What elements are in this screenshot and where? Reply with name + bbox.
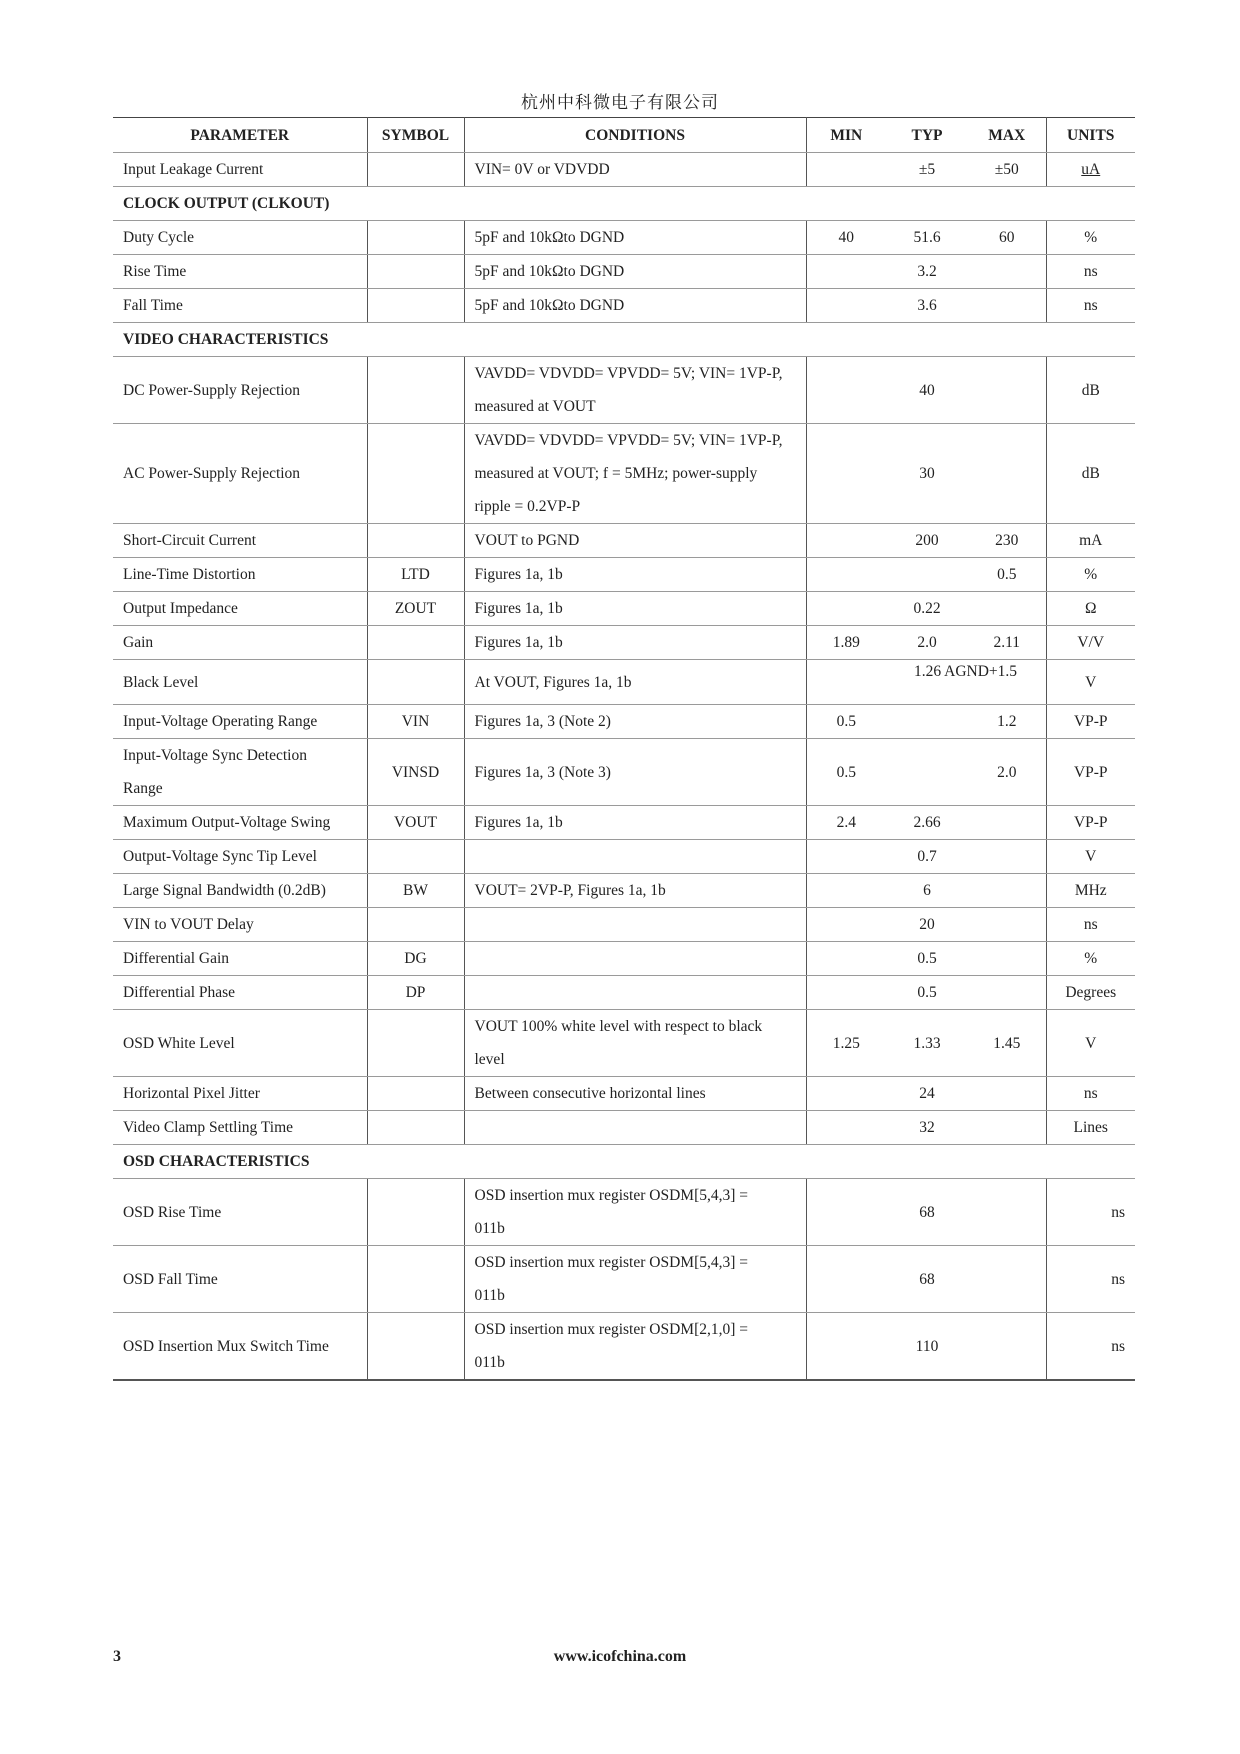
max-cell (968, 357, 1046, 424)
units-cell: ns (1046, 1313, 1135, 1381)
min-cell (806, 558, 886, 592)
symbol-cell (367, 524, 464, 558)
max-cell (968, 255, 1046, 289)
section-title: VIDEO CHARACTERISTICS (113, 323, 1135, 357)
page-number: 3 (113, 1648, 121, 1665)
max-cell: 60 (968, 221, 1046, 255)
table-row (113, 806, 1135, 840)
conditions-cell (464, 1111, 806, 1145)
min-cell: 2.4 (806, 806, 886, 840)
min-cell (806, 840, 886, 874)
param-cell: Differential Gain (113, 942, 367, 976)
max-cell (968, 592, 1046, 626)
symbol-cell: BW (367, 874, 464, 908)
min-cell (806, 1179, 886, 1246)
typ-cell: 2.0 (886, 626, 968, 660)
typ-cell: 6 (886, 874, 968, 908)
col-header-min: MIN (806, 118, 886, 153)
param-cell: OSD White Level (113, 1010, 367, 1077)
min-cell (806, 289, 886, 323)
max-cell: 2.0 (968, 739, 1046, 806)
conditions-cell: Figures 1a, 1b (464, 806, 806, 840)
typ-cell: 110 (886, 1313, 968, 1381)
typ-cell (886, 739, 968, 806)
symbol-cell (367, 660, 464, 705)
conditions-line: 011b (474, 1287, 505, 1304)
param-cell: Output-Voltage Sync Tip Level (113, 840, 367, 874)
param-cell: Rise Time (113, 255, 367, 289)
table-row (113, 221, 1135, 255)
units-cell: ns (1046, 289, 1135, 323)
table-row (113, 660, 1135, 705)
conditions-cell: 5pF and 10kΩto DGND (464, 255, 806, 289)
table-row (113, 739, 1135, 806)
conditions-cell: At VOUT, Figures 1a, 1b (464, 660, 806, 705)
conditions-cell (464, 357, 806, 424)
param-cell: Output Impedance (113, 592, 367, 626)
typ-cell: 200 (886, 524, 968, 558)
conditions-line: measured at VOUT (474, 398, 596, 415)
units-cell: V (1046, 840, 1135, 874)
min-cell: 0.5 (806, 705, 886, 739)
conditions-line: level (474, 1051, 505, 1068)
param-cell: Differential Phase (113, 976, 367, 1010)
min-cell (806, 942, 886, 976)
typ-cell: 24 (886, 1077, 968, 1111)
section-header-row (113, 323, 1135, 357)
conditions-cell: VOUT to PGND (464, 524, 806, 558)
max-cell (968, 976, 1046, 1010)
max-cell (968, 1179, 1046, 1246)
footer-url: www.icofchina.com (553, 1648, 687, 1665)
col-header-typ: TYP (886, 118, 968, 153)
table-row (113, 874, 1135, 908)
conditions-cell: 5pF and 10kΩto DGND (464, 289, 806, 323)
table-row (113, 1246, 1135, 1313)
typ-cell: 3.6 (886, 289, 968, 323)
units-cell: V (1046, 660, 1135, 705)
conditions-cell: Figures 1a, 1b (464, 592, 806, 626)
conditions-cell (464, 942, 806, 976)
max-cell (968, 1313, 1046, 1381)
table-row (113, 840, 1135, 874)
typ-cell (886, 558, 968, 592)
units-cell (1046, 153, 1135, 187)
typ-cell: 3.2 (886, 255, 968, 289)
typ-cell: 30 (886, 424, 968, 524)
symbol-cell (367, 1111, 464, 1145)
conditions-line: OSD insertion mux register OSDM[5,4,3] = (474, 1254, 749, 1271)
table-row (113, 289, 1135, 323)
conditions-line: measured at VOUT; f = 5MHz; power-supply (474, 465, 758, 482)
table-row (113, 1077, 1135, 1111)
param-cell: DC Power-Supply Rejection (113, 357, 367, 424)
max-cell: 0.5 (968, 558, 1046, 592)
conditions-cell: Figures 1a, 1b (464, 626, 806, 660)
units-cell: mA (1046, 524, 1135, 558)
conditions-cell (464, 1246, 806, 1313)
section-header-row (113, 187, 1135, 221)
typ-cell (886, 705, 968, 739)
table-header-row (113, 118, 1135, 153)
symbol-cell (367, 289, 464, 323)
table-row (113, 255, 1135, 289)
min-cell (806, 1313, 886, 1381)
param-cell: VIN to VOUT Delay (113, 908, 367, 942)
param-cell: Horizontal Pixel Jitter (113, 1077, 367, 1111)
max-cell (968, 806, 1046, 840)
units-cell: V (1046, 1010, 1135, 1077)
table-row (113, 524, 1135, 558)
max-cell (968, 874, 1046, 908)
max-cell (968, 289, 1046, 323)
conditions-line: OSD insertion mux register OSDM[5,4,3] = (474, 1187, 749, 1204)
units-cell: ns (1046, 1179, 1135, 1246)
max-cell: 1.45 (968, 1010, 1046, 1077)
col-header-conditions: CONDITIONS (464, 118, 806, 153)
symbol-cell (367, 153, 464, 187)
min-cell (806, 874, 886, 908)
param-cell: Input Leakage Current (113, 153, 367, 187)
conditions-cell (464, 840, 806, 874)
table-row (113, 942, 1135, 976)
conditions-line: ripple = 0.2VP-P (474, 498, 581, 515)
conditions-cell (464, 1179, 806, 1246)
param-cell: Gain (113, 626, 367, 660)
table-row (113, 1179, 1135, 1246)
param-cell: OSD Fall Time (113, 1246, 367, 1313)
max-cell: 2.11 (968, 626, 1046, 660)
symbol-cell (367, 221, 464, 255)
symbol-cell: DP (367, 976, 464, 1010)
max-cell: ±50 (968, 153, 1046, 187)
typ-cell: 51.6 (886, 221, 968, 255)
units-cell: % (1046, 558, 1135, 592)
conditions-cell: Figures 1a, 1b (464, 558, 806, 592)
min-cell (806, 1077, 886, 1111)
max-cell (968, 1246, 1046, 1313)
table-row (113, 705, 1135, 739)
units-cell: ns (1046, 908, 1135, 942)
conditions-cell (464, 908, 806, 942)
typ-cell: 1.33 (886, 1010, 968, 1077)
conditions-cell (464, 1313, 806, 1381)
symbol-cell: ZOUT (367, 592, 464, 626)
section-title: CLOCK OUTPUT (CLKOUT) (113, 187, 1135, 221)
param-cell: Input-Voltage Operating Range (113, 705, 367, 739)
symbol-cell: VIN (367, 705, 464, 739)
table-row (113, 626, 1135, 660)
conditions-cell: VOUT= 2VP-P, Figures 1a, 1b (464, 874, 806, 908)
col-header-max: MAX (968, 118, 1046, 153)
symbol-cell: VINSD (367, 739, 464, 806)
conditions-line: OSD insertion mux register OSDM[2,1,0] = (474, 1321, 749, 1338)
conditions-cell (464, 976, 806, 1010)
units-cell: VP-P (1046, 806, 1135, 840)
param-cell: Black Level (113, 660, 367, 705)
typ-cell: 0.5 (886, 942, 968, 976)
symbol-cell (367, 1313, 464, 1381)
units-cell: V/V (1046, 626, 1135, 660)
min-cell (806, 524, 886, 558)
table-row (113, 976, 1135, 1010)
min-cell (806, 908, 886, 942)
units-cell: % (1046, 942, 1135, 976)
typ-cell: 0.5 (886, 976, 968, 1010)
conditions-cell: Between consecutive horizontal lines (464, 1077, 806, 1111)
typ-cell: 0.22 (886, 592, 968, 626)
conditions-line: 011b (474, 1354, 505, 1371)
typ-cell: 20 (886, 908, 968, 942)
conditions-cell: Figures 1a, 3 (Note 2) (464, 705, 806, 739)
units-cell: % (1046, 221, 1135, 255)
param-cell: Video Clamp Settling Time (113, 1111, 367, 1145)
conditions-line: VOUT 100% white level with respect to black (474, 1018, 763, 1035)
param-cell: Short-Circuit Current (113, 524, 367, 558)
conditions-cell (464, 424, 806, 524)
min-cell (806, 357, 886, 424)
max-cell (968, 942, 1046, 976)
table-row (113, 1111, 1135, 1145)
typ-cell: 0.7 (886, 840, 968, 874)
min-cell: 1.89 (806, 626, 886, 660)
min-cell (806, 592, 886, 626)
units-cell: ns (1046, 1246, 1135, 1313)
min-cell (806, 976, 886, 1010)
units-cell: MHz (1046, 874, 1135, 908)
symbol-cell (367, 1077, 464, 1111)
symbol-cell (367, 840, 464, 874)
company-name: 杭州中科微电子有限公司 (521, 93, 719, 113)
units-text: uA (1081, 161, 1101, 178)
typ-cell: 40 (886, 357, 968, 424)
min-cell: 40 (806, 221, 886, 255)
min-cell: 1.25 (806, 1010, 886, 1077)
min-cell (806, 660, 886, 705)
table-row (113, 1313, 1135, 1381)
symbol-cell (367, 357, 464, 424)
units-cell: dB (1046, 424, 1135, 524)
conditions-cell (464, 1010, 806, 1077)
symbol-cell (367, 1010, 464, 1077)
table-row (113, 153, 1135, 187)
param-cell: Duty Cycle (113, 221, 367, 255)
param-cell: Line-Time Distortion (113, 558, 367, 592)
units-cell: dB (1046, 357, 1135, 424)
typ-cell: 2.66 (886, 806, 968, 840)
table-row (113, 357, 1135, 424)
typ-cell: 68 (886, 1246, 968, 1313)
min-cell (806, 1246, 886, 1313)
max-cell: 1.2 (968, 705, 1046, 739)
param-cell: Large Signal Bandwidth (0.2dB) (113, 874, 367, 908)
min-cell (806, 1111, 886, 1145)
param-cell: OSD Rise Time (113, 1179, 367, 1246)
symbol-cell (367, 1246, 464, 1313)
symbol-cell (367, 255, 464, 289)
typ-cell: 68 (886, 1179, 968, 1246)
col-header-units: UNITS (1046, 118, 1135, 153)
min-cell (806, 424, 886, 524)
max-cell (968, 840, 1046, 874)
units-cell: ns (1046, 1077, 1135, 1111)
param-cell: Maximum Output-Voltage Swing (113, 806, 367, 840)
symbol-cell (367, 1179, 464, 1246)
param-line: Input-Voltage Sync Detection (123, 747, 307, 764)
units-cell: VP-P (1046, 739, 1135, 806)
symbol-cell: VOUT (367, 806, 464, 840)
typ-max-cell: 1.26 AGND+1.5 (886, 660, 1046, 705)
conditions-line: VAVDD= VDVDD= VPVDD= 5V; VIN= 1VP-P, (474, 365, 783, 382)
param-cell: OSD Insertion Mux Switch Time (113, 1313, 367, 1381)
units-cell: ns (1046, 255, 1135, 289)
symbol-cell: DG (367, 942, 464, 976)
col-header-symbol: SYMBOL (367, 118, 464, 153)
max-cell: 230 (968, 524, 1046, 558)
table-row (113, 424, 1135, 524)
max-cell (968, 908, 1046, 942)
symbol-cell (367, 424, 464, 524)
section-header-row (113, 1145, 1135, 1179)
min-cell: 0.5 (806, 739, 886, 806)
table-row (113, 592, 1135, 626)
max-cell (968, 1111, 1046, 1145)
col-header-parameter: PARAMETER (113, 118, 367, 153)
param-cell: Fall Time (113, 289, 367, 323)
typ-cell: ±5 (886, 153, 968, 187)
typ-cell: 32 (886, 1111, 968, 1145)
conditions-cell: Figures 1a, 3 (Note 3) (464, 739, 806, 806)
symbol-cell (367, 626, 464, 660)
units-cell: VP-P (1046, 705, 1135, 739)
electrical-characteristics-table (113, 117, 1135, 1381)
units-cell: Degrees (1046, 976, 1135, 1010)
param-cell: AC Power-Supply Rejection (113, 424, 367, 524)
table-row (113, 1010, 1135, 1077)
min-cell (806, 153, 886, 187)
units-cell: Ω (1046, 592, 1135, 626)
max-cell (968, 1077, 1046, 1111)
table-row (113, 558, 1135, 592)
conditions-cell: 5pF and 10kΩto DGND (464, 221, 806, 255)
units-cell: Lines (1046, 1111, 1135, 1145)
max-cell (968, 424, 1046, 524)
param-line: Range (123, 780, 163, 797)
section-title: OSD CHARACTERISTICS (113, 1145, 1135, 1179)
param-cell (113, 739, 367, 806)
conditions-line: VAVDD= VDVDD= VPVDD= 5V; VIN= 1VP-P, (474, 432, 783, 449)
table-row (113, 908, 1135, 942)
symbol-cell (367, 908, 464, 942)
min-cell (806, 255, 886, 289)
symbol-cell: LTD (367, 558, 464, 592)
conditions-cell: VIN= 0V or VDVDD (464, 153, 806, 187)
conditions-line: 011b (474, 1220, 505, 1237)
